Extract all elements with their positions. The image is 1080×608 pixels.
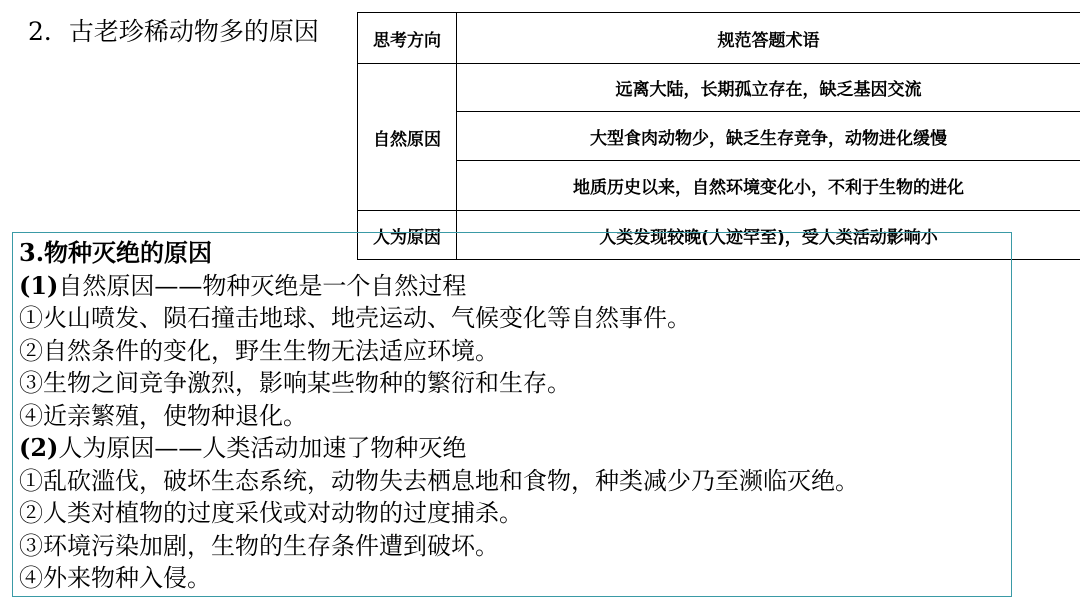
answer-terms-table	[357, 12, 1080, 260]
natural-cause-item: 地质历史以来，自然环境变化小，不利于生物的进化	[457, 161, 1080, 211]
natural-cause-label: 自然原因	[358, 64, 457, 211]
natural-cause-number: (1)	[19, 270, 59, 300]
section-2-heading: 2．古老珍稀动物多的原因	[28, 17, 319, 46]
header-thinking-direction: 思考方向	[358, 13, 457, 64]
list-item: ④近亲繁殖，使物种退化。	[19, 401, 307, 430]
list-item: ①火山喷发、陨石撞击地球、地壳运动、气候变化等自然事件。	[19, 304, 691, 332]
natural-cause-title-text: 自然原因——物种灭绝是一个自然过程	[58, 271, 467, 300]
list-item: ②人类对植物的过度采伐或对动物的过度捕杀。	[19, 499, 523, 527]
list-item: ②自然条件的变化，野生生物无法适应环境。	[19, 336, 499, 365]
human-cause-number: (2)	[19, 433, 59, 462]
human-cause-title-text: 人为原因——人类活动加速了物种灭绝	[58, 434, 467, 462]
natural-cause-title	[19, 270, 1011, 303]
human-cause-item: 人类发现较晚(人迹罕至)，受人类活动影响小	[457, 211, 1080, 260]
section-3-heading: 3.物种灭绝的原因	[19, 238, 213, 267]
table-header-row	[358, 13, 1080, 64]
natural-cause-item: 大型食肉动物少，缺乏生存竞争，动物进化缓慢	[457, 112, 1080, 161]
list-item: ③生物之间竞争激烈，影响某些物种的繁衍和生存。	[19, 369, 571, 397]
table-row	[358, 112, 1080, 161]
human-cause-title	[19, 432, 1011, 465]
extinction-causes-box	[12, 232, 1012, 597]
natural-cause-item: 远离大陆，长期孤立存在，缺乏基因交流	[457, 64, 1080, 112]
list-item: ③环境污染加剧，生物的生存条件遭到破坏。	[19, 531, 499, 560]
list-item: ④外来物种入侵。	[19, 564, 211, 592]
table-row	[358, 64, 1080, 112]
list-item: ①乱砍滥伐，破坏生态系统，动物失去栖息地和食物，种类减少乃至濒临灭绝。	[19, 466, 859, 495]
table-row	[358, 161, 1080, 211]
human-cause-label: 人为原因	[358, 211, 457, 260]
header-standard-terms: 规范答题术语	[457, 13, 1080, 64]
